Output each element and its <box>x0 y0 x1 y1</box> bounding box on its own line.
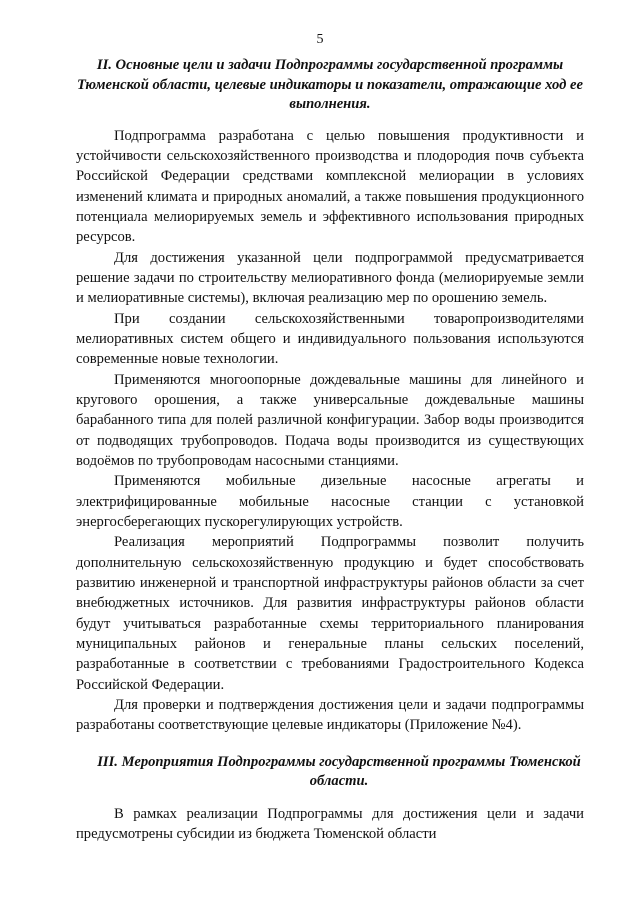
section-2-paragraph-6: Реализация мероприятий Подпрограммы позволит получить дополнительную сельскохозяйственную продукцию и будет способствовать развитию инженерной и транспортной инфраструктуры районов области за счет внебюджетных источников. Для развития инфраструктуры районов области будут учитываться разработанные схемы территориального планирования муниципальных районов и генеральные планы сельских поселений, разработанные в соответствии с требованиями Градостроительного Кодекса Российской Федерации. <box>76 534 584 693</box>
section-3-paragraph-1: В рамках реализации Подпрограммы для достижения цели и задачи предусмотрены субсидии из бюджета Тюменской области <box>76 805 584 843</box>
page-number: 5 <box>316 32 324 47</box>
page-content <box>76 56 584 845</box>
section-3-heading: III. Мероприятия Подпрограммы государственной программы Тюменской области. <box>97 753 581 790</box>
section-2-paragraph-5: Применяются мобильные дизельные насосные агрегаты и электрифицированные мобильные насосные станции с установкой энергосберегающих пускорегулирующих устройств. <box>76 473 584 531</box>
section-2-paragraph-7: Для проверки и подтверждения достижения цели и задачи подпрограммы разработаны соответствующие целевые индикаторы (Приложение №4). <box>76 697 584 734</box>
section-2-heading: II. Основные цели и задачи Подпрограммы государственной программы Тюменской области, целевые индикаторы и показатели, отражающие ход ее выполнения. <box>77 57 583 112</box>
section-2-paragraph-4: Применяются многоопорные дождевальные машины для линейного и кругового орошения, а также универсальные дождевальные машины барабанного типа для полей различной конфигурации. Забор воды производится от подводящих трубопроводов. Подача воды производится из существующих водоёмов по трубопроводам насосными станциями. <box>76 371 584 469</box>
section-2-paragraph-3: При создании сельскохозяйственными товаропроизводителями мелиоративных систем общего и индивидуального пользования используются современные новые технологии. <box>76 310 584 368</box>
section-2-paragraph-2: Для достижения указанной цели подпрограммой предусматривается решение задачи по строительству мелиоративного фонда (мелиорируемые земли и мелиоративные системы), включая реализацию мер по орошению земель. <box>76 249 584 307</box>
section-2-paragraph-1: Подпрограмма разработана с целью повышения продуктивности и устойчивости сельскохозяйственного производства и плодородия почв субъекта Российской Федерации средствами комплексной мелиорации в условиях изменений климата и природных аномалий, а также повышения продукционного потенциала мелиорируемых земель и эффективного использования природных ресурсов. <box>76 127 584 246</box>
